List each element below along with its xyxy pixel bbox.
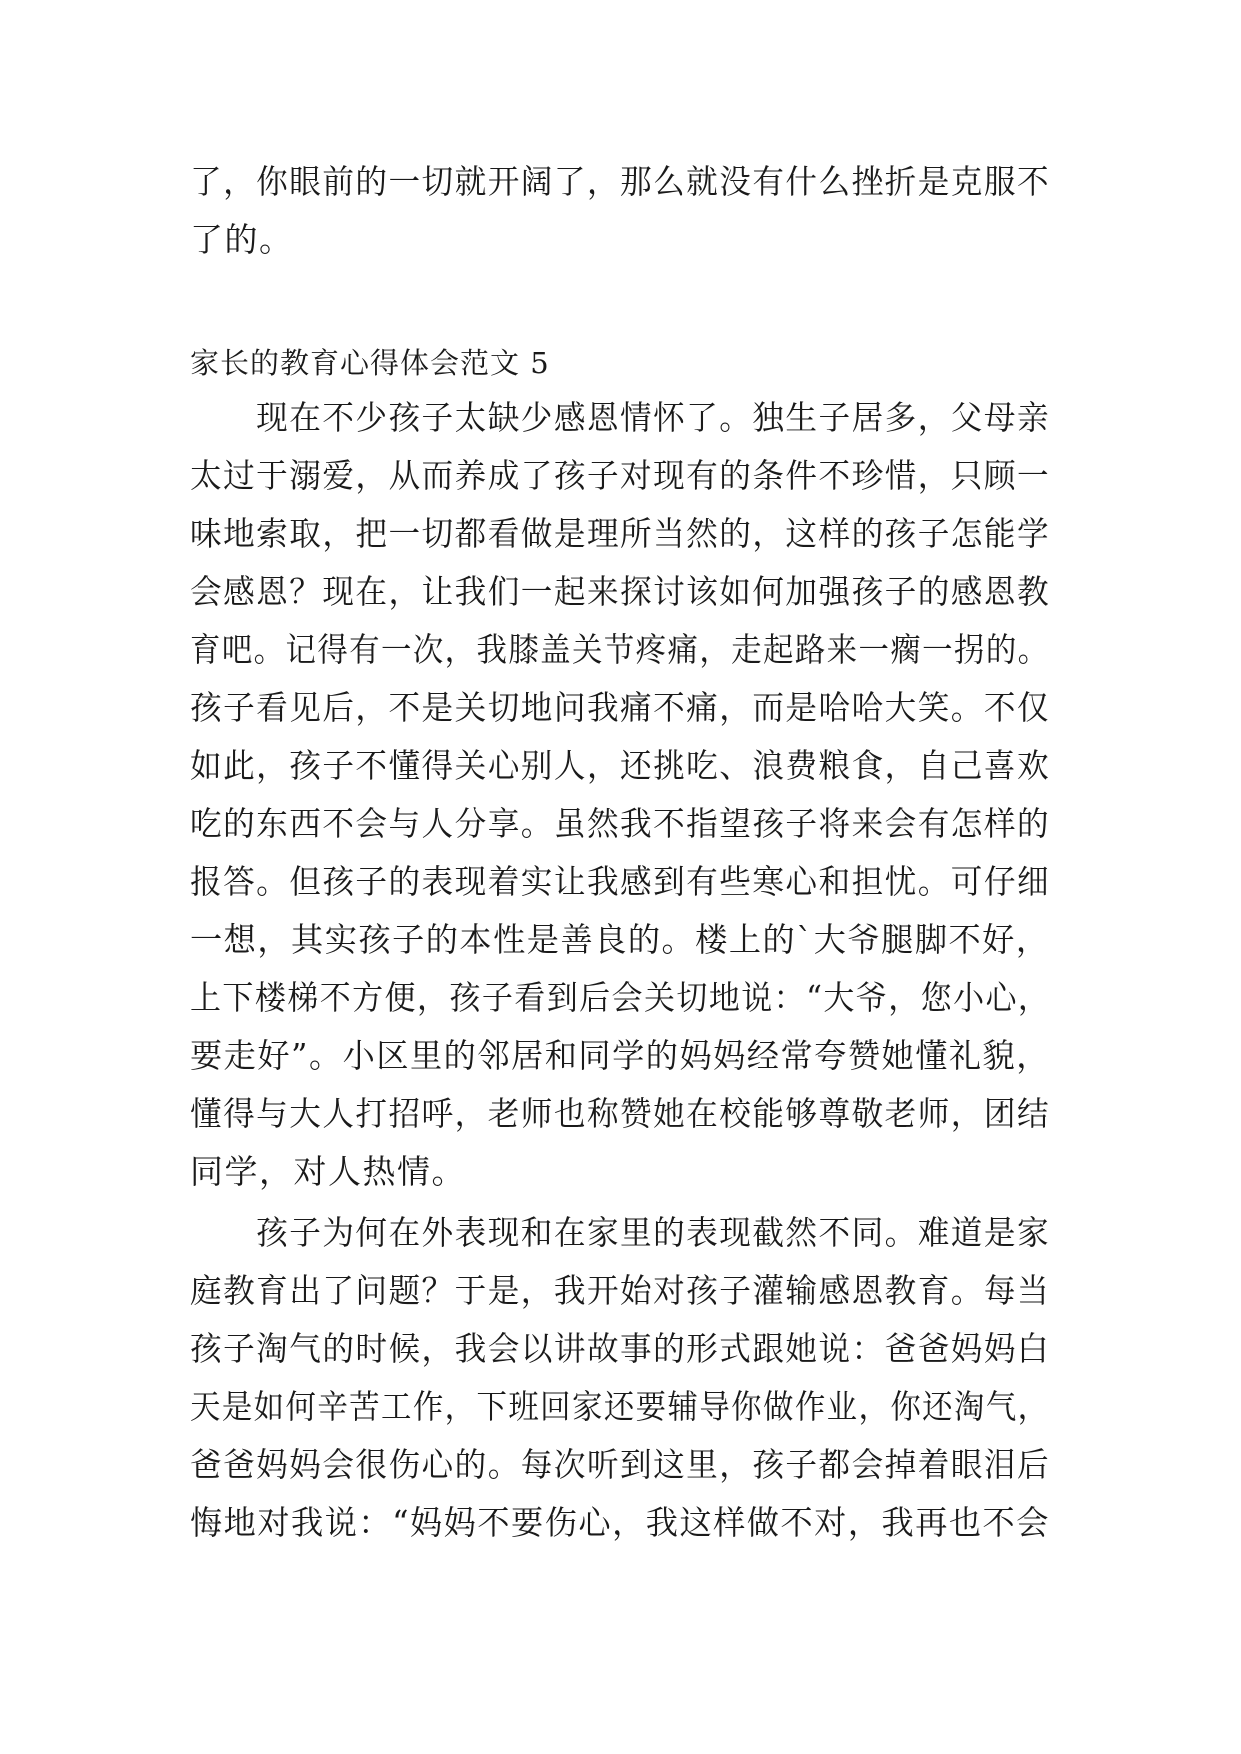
text-line: 天是如何辛苦工作，下班回家还要辅导你做作业，你还淘气， [190, 1387, 1050, 1426]
text-line: 要走好”。小区里的邻居和同学的妈妈经常夸赞她懂礼貌， [190, 1036, 1050, 1075]
text-line: 味地索取，把一切都看做是理所当然的，这样的孩子怎能学 [190, 514, 1051, 553]
text-line: 悔地对我说：“妈妈不要伤心，我这样做不对，我再也不会 [190, 1503, 1050, 1542]
section-heading: 家长的教育心得体会范文 5 [190, 346, 550, 380]
text-line: 庭教育出了问题？于是，我开始对孩子灌输感恩教育。每当 [190, 1271, 1051, 1310]
text-line: 孩子为何在外表现和在家里的表现截然不同。难道是家 [190, 1213, 1051, 1252]
text-line: 会感恩？现在，让我们一起来探讨该如何加强孩子的感恩教 [190, 572, 1051, 611]
text-line: 爸爸妈妈会很伤心的。每次听到这里，孩子都会掉着眼泪后 [190, 1445, 1051, 1484]
text-line: 吃的东西不会与人分享。虽然我不指望孩子将来会有怎样的 [190, 804, 1051, 843]
text-line: 了，你眼前的一切就开阔了，那么就没有什么挫折是克服不 [190, 162, 1051, 201]
text-line: 上下楼梯不方便，孩子看到后会关切地说：“大爷，您小心， [190, 978, 1051, 1017]
text-line: 报答。但孩子的表现着实让我感到有些寒心和担忧。可仔细 [190, 862, 1051, 901]
text-line: 孩子看见后，不是关切地问我痛不痛，而是哈哈大笑。不仅 [190, 688, 1051, 727]
text-line: 了的。 [190, 220, 294, 259]
text-line: 现在不少孩子太缺少感恩情怀了。独生子居多，父母亲 [190, 398, 1051, 437]
text-line: 一想，其实孩子的本性是善良的。楼上的`大爷腿脚不好， [190, 920, 1050, 959]
text-line: 懂得与大人打招呼，老师也称赞她在校能够尊敬老师，团结 [190, 1094, 1051, 1133]
text-line: 育吧。记得有一次，我膝盖关节疼痛，走起路来一瘸一拐的。 [190, 630, 1050, 669]
text-line: 如此，孩子不懂得关心别人，还挑吃、浪费粮食，自己喜欢 [190, 746, 1051, 785]
text-line: 孩子淘气的时候，我会以讲故事的形式跟她说：爸爸妈妈白 [190, 1329, 1051, 1368]
text-line: 同学，对人热情。 [190, 1152, 466, 1191]
text-line: 太过于溺爱，从而养成了孩子对现有的条件不珍惜，只顾一 [190, 456, 1051, 495]
